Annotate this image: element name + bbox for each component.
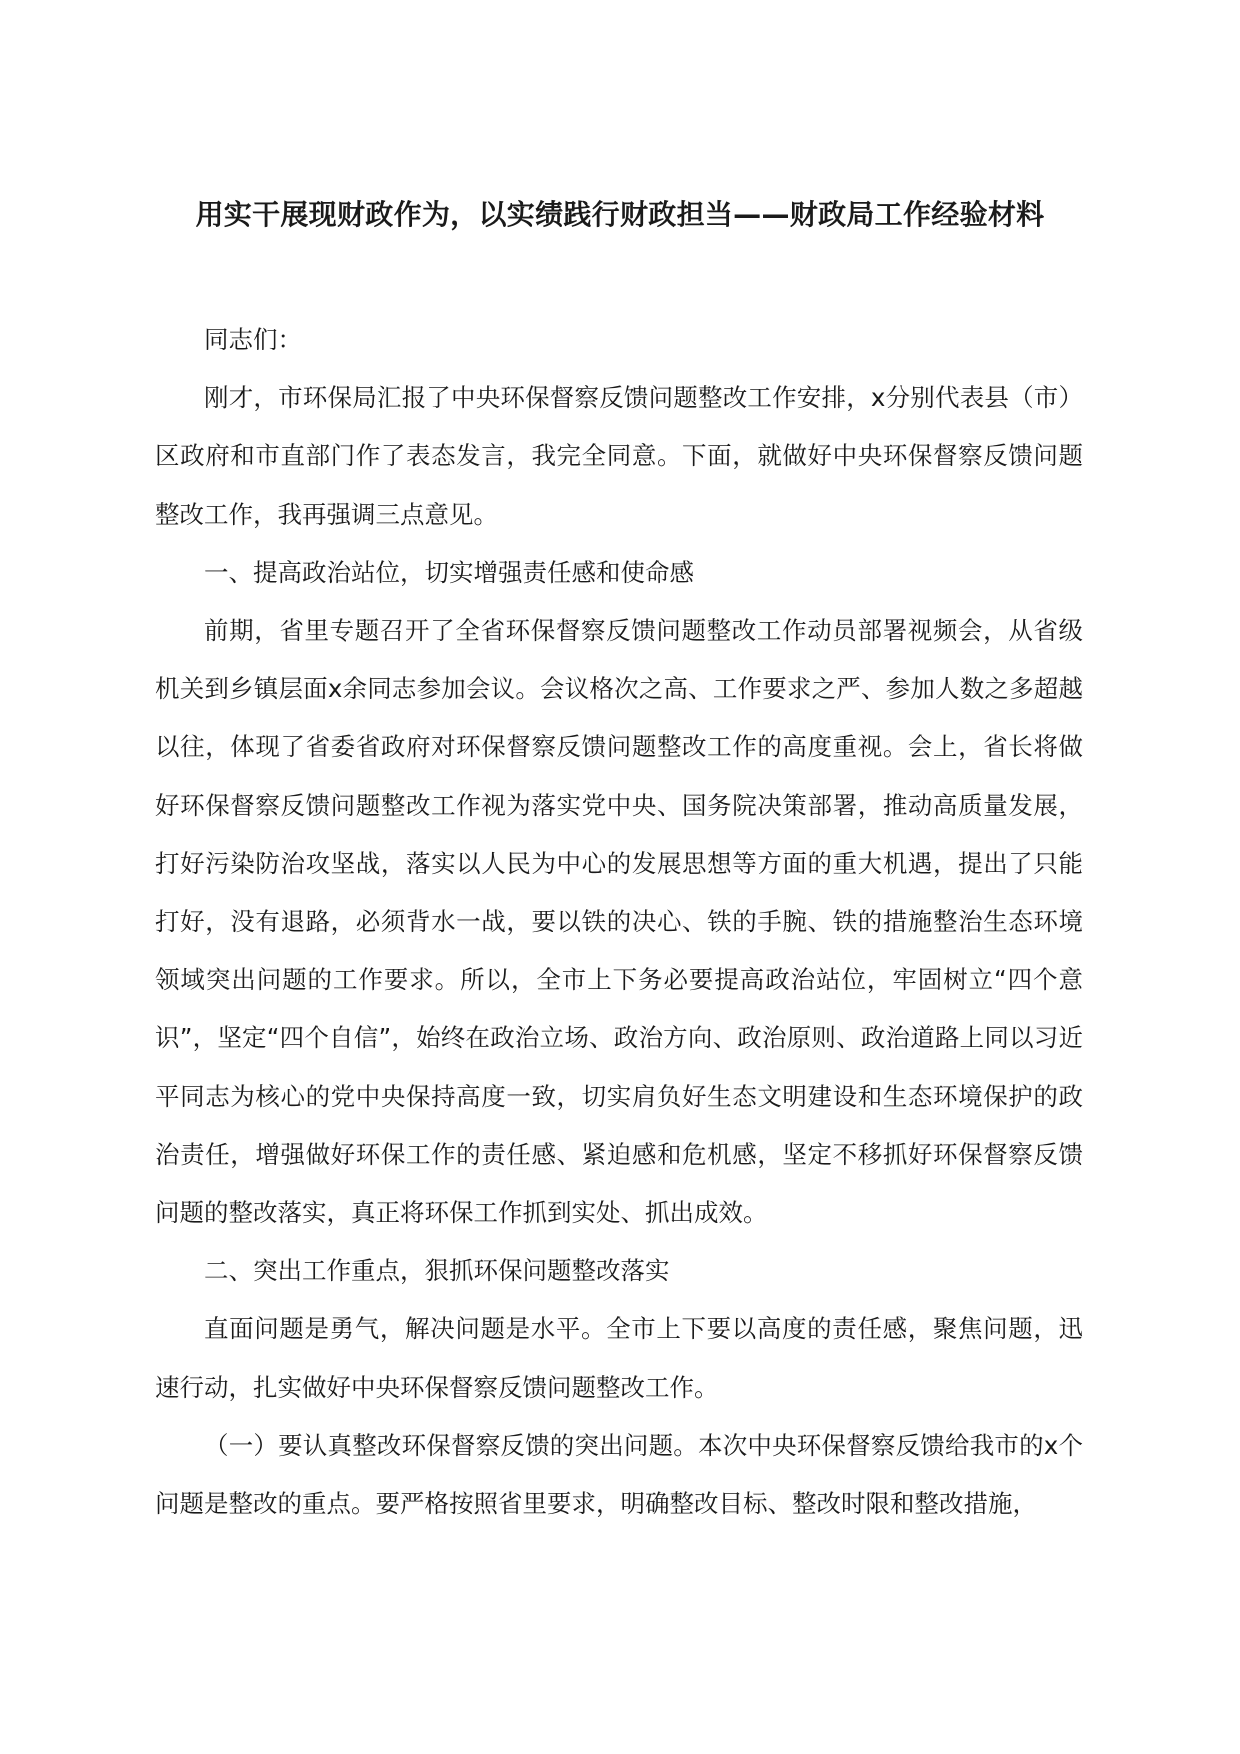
section-heading-2: 二、突出工作重点，狠抓环保问题整改落实 [204, 1256, 670, 1286]
document-title: 用实干展现财政作为，以实绩践行财政担当——财政局工作经验材料 [195, 198, 1045, 231]
salutation: 同志们： [204, 325, 302, 354]
paragraph-intro: 刚才，市环保局汇报了中央环保督察反馈问题整改工作安排，x分别代表县（市）区政府和市直部门作了表态发言，我完全同意。下面，就做好中央环保督察反馈问题整改工作，我再强调三点意见。 [155, 383, 1083, 529]
document-body [155, 311, 1083, 1533]
section-heading-1: 一、提高政治站位，切实增强责任感和使命感 [204, 557, 694, 587]
paragraph-section-2: 直面问题是勇气，解决问题是水平。全市上下要以高度的责任感，聚焦问题，迅速行动，扎实做好中央环保督察反馈问题整改工作。 [155, 1314, 1083, 1402]
paragraph-section-1: 前期，省里专题召开了全省环保督察反馈问题整改工作动员部署视频会，从省级机关到乡镇层面x余同志参加会议。会议格次之高、工作要求之严、参加人数之多超越以往，体现了省委省政府对环保督察反馈问题整改工作的高度重视。会上，省长将做好环保督察反馈问题整改工作视为落实党中央、国务院决策部署，推动高质量发展，打好污染防治攻坚战，落实以人民为中心的发展思想等方面的重大机遇，提出了只能打好，没有退路，必须背水一战，要以铁的决心、铁的手腕、铁的措施整治生态环境领域突出问题的工作要求。所以，全市上下务必要提高政治站位，牢固树立“四个意识”，坚定“四个自信”，始终在政治立场、政治方向、政治原则、政治道路上同以习近平同志为核心的党中央保持高度一致，切实肩负好生态文明建设和生态环境保护的政治责任，增强做好环保工作的责任感、紧迫感和危机感，坚定不移抓好环保督察反馈问题的整改落实，真正将环保工作抓到实处、抓出成效。 [155, 616, 1083, 1228]
paragraph-subsection-1: （一）要认真整改环保督察反馈的突出问题。本次中央环保督察反馈给我市的x个问题是整改的重点。要严格按照省里要求，明确整改目标、整改时限和整改措施， [155, 1430, 1083, 1519]
